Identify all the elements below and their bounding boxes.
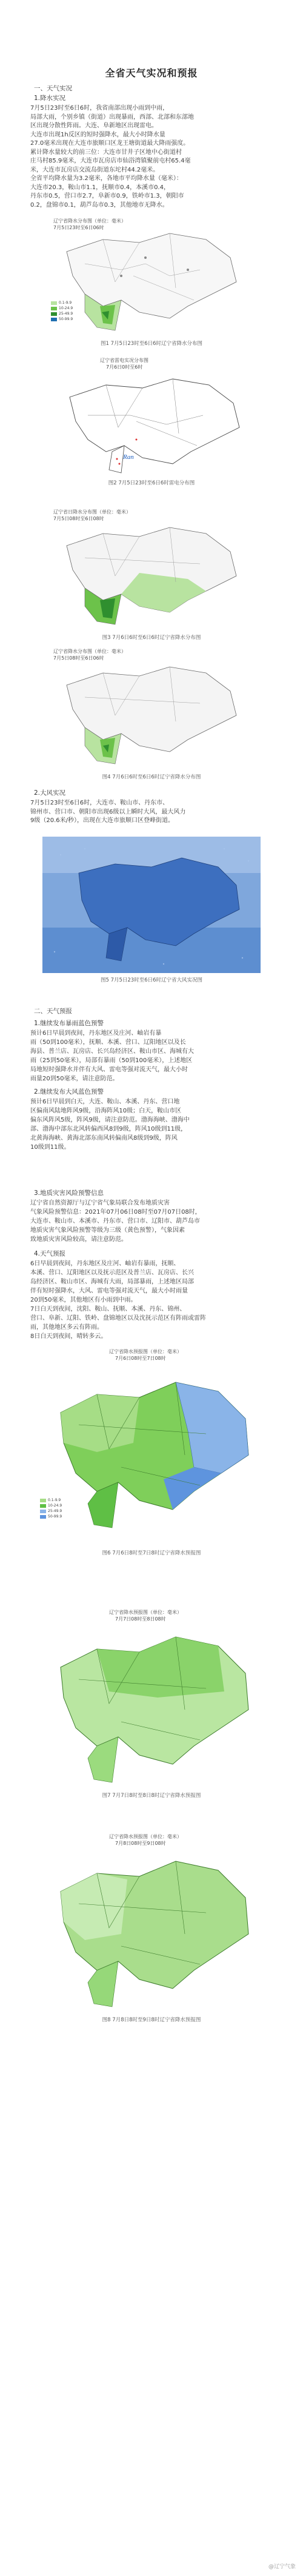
legend-item: 50-99.9 bbox=[59, 317, 73, 321]
section4-sub: 4.天气预报 bbox=[34, 1250, 66, 1257]
map2-title-2: 7月6日0时至6时 bbox=[106, 364, 143, 370]
map5-svg bbox=[42, 837, 261, 973]
wind-line: 9级（20.6米/秒），出现在大连市旅顺口区登峰街道。 bbox=[30, 817, 174, 824]
map1-caption: 图1 7月5日23时至6日6时辽宁省降水分布图 bbox=[100, 341, 203, 347]
map7-title-2: 7月7日08时至8日08时 bbox=[115, 1616, 166, 1622]
map1-title-1: 辽宁省降水分布图（单位：毫米） bbox=[53, 218, 126, 224]
map1-legend bbox=[51, 300, 73, 322]
section2-sub1-line: 雨量20到50毫米，请注意防范。 bbox=[30, 1076, 119, 1082]
map8-title-1: 辽宁省降水预报图（单位：毫米） bbox=[109, 1834, 182, 1839]
section1-subheading: 1.降水实况 bbox=[34, 95, 66, 102]
legend-item: 10-24.9 bbox=[59, 306, 73, 310]
map6-legend bbox=[40, 1497, 62, 1519]
section1-line: 区出现分散性阵雨。大连、阜新地区出现雷电。 bbox=[30, 122, 158, 129]
section2-sub1-line: 预计6日早晨到夜间，丹东地区及庄河、岫岩有暴 bbox=[30, 1030, 162, 1037]
section2-heading: 二、天气预报 bbox=[34, 1008, 72, 1015]
map8-title-2: 7月8日08时至9日08时 bbox=[115, 1841, 166, 1846]
watermark: @辽宁气象 bbox=[268, 2564, 296, 2570]
map2-stamp: Ran bbox=[123, 453, 134, 461]
map6-title-2: 7月6日08时至7日08时 bbox=[115, 1356, 166, 1361]
section1-line: 全省平均降水量为3.2毫米，各地市平均降水量（毫米）： bbox=[30, 175, 182, 182]
section1-line: 累计降水量较大的前三位：大连市甘井子区地中心街道村 bbox=[30, 149, 182, 156]
section1-line: 大连市出现1h反区的短时强降水，最大小时降水量 bbox=[30, 131, 165, 138]
section4-line: 伴有短时强降水，大风、雷电等强对流天气，最大小时雨量 bbox=[30, 1288, 188, 1294]
legend-item: 50-99.9 bbox=[48, 1514, 62, 1519]
map4-figure bbox=[48, 646, 255, 770]
section2-sub1-line: 雨（50到100毫米），抚顺、本溪、营口、辽阳地区以及长 bbox=[30, 1039, 186, 1046]
section2-sub2-line: 10级到11级。 bbox=[30, 1144, 70, 1151]
map2-title-1: 辽宁省雷电实况分布图 bbox=[100, 358, 148, 363]
section4-line: 岛经济区、鞍山市区、海城有大雨，局部暴雨，上述地区局部 bbox=[30, 1279, 194, 1285]
section4-line: 7日白天到夜间，沈阳、鞍山、抚顺、本溪、丹东、锦州、 bbox=[30, 1306, 186, 1313]
wind-subheading: 2.大风实况 bbox=[34, 789, 66, 797]
map6-figure bbox=[36, 1346, 267, 1546]
section3-line: 气象风险预警信息：2021年07月06日08时至07月07日08时， bbox=[30, 1209, 201, 1216]
map7-svg bbox=[36, 1607, 267, 1788]
section4-line: 20到50毫米，其他地区有小雨到中雨。 bbox=[30, 1297, 137, 1303]
section2-sub1-line: 海县、普兰店、瓦房店、长兴岛经济区、鞍山市区、海城有大 bbox=[30, 1048, 194, 1055]
section4-line: 雨，其他地区多云有阵雨。 bbox=[30, 1324, 103, 1331]
map3-title-1: 辽宁省日降水分布图（单位：毫米） bbox=[53, 509, 131, 515]
legend-item: 10-24.9 bbox=[48, 1504, 62, 1508]
wind-line: 7月5日23时至6日6时，大连市、鞍山市、丹东市、 bbox=[30, 800, 169, 806]
map3-svg bbox=[48, 506, 255, 631]
map1-figure bbox=[48, 215, 255, 336]
map5-caption: 图5 7月5日23时至6日6时辽宁省大风实况图 bbox=[100, 977, 203, 983]
map6-title-1: 辽宁省降水预报图（单位：毫米） bbox=[109, 1349, 182, 1354]
section2-sub2-line: 预计6日早晨到白天，大连、鞍山、本溪、丹东、营口地 bbox=[30, 1099, 180, 1105]
map4-svg bbox=[48, 646, 255, 770]
section2-sub2-line: 区偏南风陆地阵风9级，沿海阵风10级；白天，鞍山市区 bbox=[30, 1108, 182, 1114]
section4-line: 6日早晨到夜间，丹东地区及庄河、岫岩有暴雨，抚顺、 bbox=[30, 1260, 180, 1267]
map3-title-2: 7月5日08时至6日08时 bbox=[53, 516, 104, 521]
legend-item: 0.1-9.9 bbox=[48, 1498, 61, 1502]
section2-sub1: 1.继续发布暴雨蓝色预警 bbox=[34, 1020, 104, 1027]
map5-figure bbox=[42, 837, 261, 973]
section1-line: 庄马村85.9毫米，大连市瓦房店市仙浴湾镇聚前屯村65.4毫 bbox=[30, 158, 191, 164]
wind-line: 锦州市、营口市、朝阳市出现6级以上瞬时大风，最大风力 bbox=[30, 808, 186, 815]
section2-sub2-line: 偏东风阵风5级，阵风9级，请注意防范。渤海海峡、渤海中 bbox=[30, 1117, 190, 1123]
map3-figure bbox=[48, 506, 255, 631]
map7-title-1: 辽宁省降水预报图（单位：毫米） bbox=[109, 1610, 182, 1615]
section3-line: 致地质灾害风险较高，请注意防范。 bbox=[30, 1236, 127, 1243]
map7-caption: 图7 7月7日8时至8日8时辽宁省降水预报图 bbox=[102, 1793, 201, 1799]
section1-line: 局部大雨，个别乡镇（街道）出现暴雨，西部、北部和东部地 bbox=[30, 113, 194, 121]
section2-sub2-line: 部、渤海中部东北风转偏西风8到9级，阵风10级到11级， bbox=[30, 1126, 187, 1132]
section3-line: 地质灾害气象风险预警等级为三级（黄色预警），气象因素 bbox=[30, 1227, 185, 1234]
map8-svg bbox=[36, 1831, 267, 2013]
section1-heading: 一、天气实况 bbox=[34, 85, 72, 92]
section1-line: 丹东市0.5，营口市2.7，阜新市0.9，铁岭市1.3，朝阳市 bbox=[30, 193, 184, 199]
map4-caption: 图4 7月6日6时至6日6时辽宁省降水分布图 bbox=[102, 774, 201, 780]
map7-figure bbox=[36, 1607, 267, 1788]
map3-caption: 图3 7月6日6时至6日6时辽宁省降水分布图 bbox=[102, 635, 201, 641]
section4-line: 本溪、营口、辽阳地区以及抚示范区及普兰店、瓦房店、长兴 bbox=[30, 1270, 194, 1276]
section3-line: 大连市、鞍山市、本溪市、丹东市、营口市、辽阳市、葫芦岛市 bbox=[30, 1218, 200, 1225]
section2-sub2: 2.继续发布大风蓝色预警 bbox=[34, 1088, 104, 1096]
section1-line: 大连市20.3，鞍山市1.1，抚顺市0.4，本溪市0.4， bbox=[30, 184, 170, 191]
section1-line: 27.0毫米出现在大连市旅顺口区龙王塘街道最大降雨强度。 bbox=[30, 140, 190, 147]
section1-line: 7月5日23时至6日6时，我省南部出现小雨到中雨， bbox=[30, 105, 169, 112]
legend-item: 25-49.9 bbox=[59, 312, 73, 316]
page-title: 全省天气实况和预报 bbox=[105, 67, 198, 79]
legend-item: 25-49.9 bbox=[48, 1509, 62, 1513]
legend-item: 0.1-9.9 bbox=[59, 301, 72, 305]
section4-line: 8日白天到夜间，晴转多云。 bbox=[30, 1333, 107, 1340]
map2-caption: 图2 7月5日23时至6日6时雷电分布图 bbox=[108, 480, 195, 486]
section3-sub: 3.地质灾害风险预警信息 bbox=[34, 1189, 104, 1197]
map2-svg bbox=[45, 355, 258, 476]
section1-line: 米，大连市瓦房店交流岛街道东坨村44.2毫米。 bbox=[30, 166, 159, 173]
map8-caption: 图8 7月8日8时至9日8时辽宁省降水预报图 bbox=[102, 2017, 201, 2023]
map4-title-1: 辽宁省降水分布图（单位：毫米） bbox=[53, 649, 126, 654]
section4-line: 营口、阜新、辽阳、铁岭、盘锦地区以及沈抚示范区有阵雨或雷阵 bbox=[30, 1315, 206, 1322]
map1-title-2: 7月5日23时至6日06时 bbox=[53, 225, 104, 230]
section2-sub1-line: 雨（25到50毫米），局部有暴雨（50到100毫米），上述地区 bbox=[30, 1057, 193, 1064]
section3-line: 辽宁省自然资源厅与辽宁省气象局联合发布地质灾害 bbox=[30, 1200, 170, 1206]
map1-svg bbox=[48, 215, 255, 336]
map4-title-2: 7月5日08时至6日06时 bbox=[53, 655, 104, 661]
map6-caption: 图6 7月6日8时至7日8时辽宁省降水预报图 bbox=[102, 1550, 201, 1556]
section1-line: 0.2，盘锦市0.1，葫芦岛市0.3，其他地市无降水。 bbox=[30, 201, 168, 209]
map6-svg bbox=[36, 1346, 267, 1546]
map2-figure bbox=[45, 355, 258, 476]
section2-sub1-line: 局地短时强降水并伴有大风、雷电等强对流天气，最大小时 bbox=[30, 1066, 188, 1073]
map8-figure bbox=[36, 1831, 267, 2013]
section2-sub2-line: 北黄海海峡、黄海北部东南风转偏南风8级到9级，阵风 bbox=[30, 1135, 178, 1142]
